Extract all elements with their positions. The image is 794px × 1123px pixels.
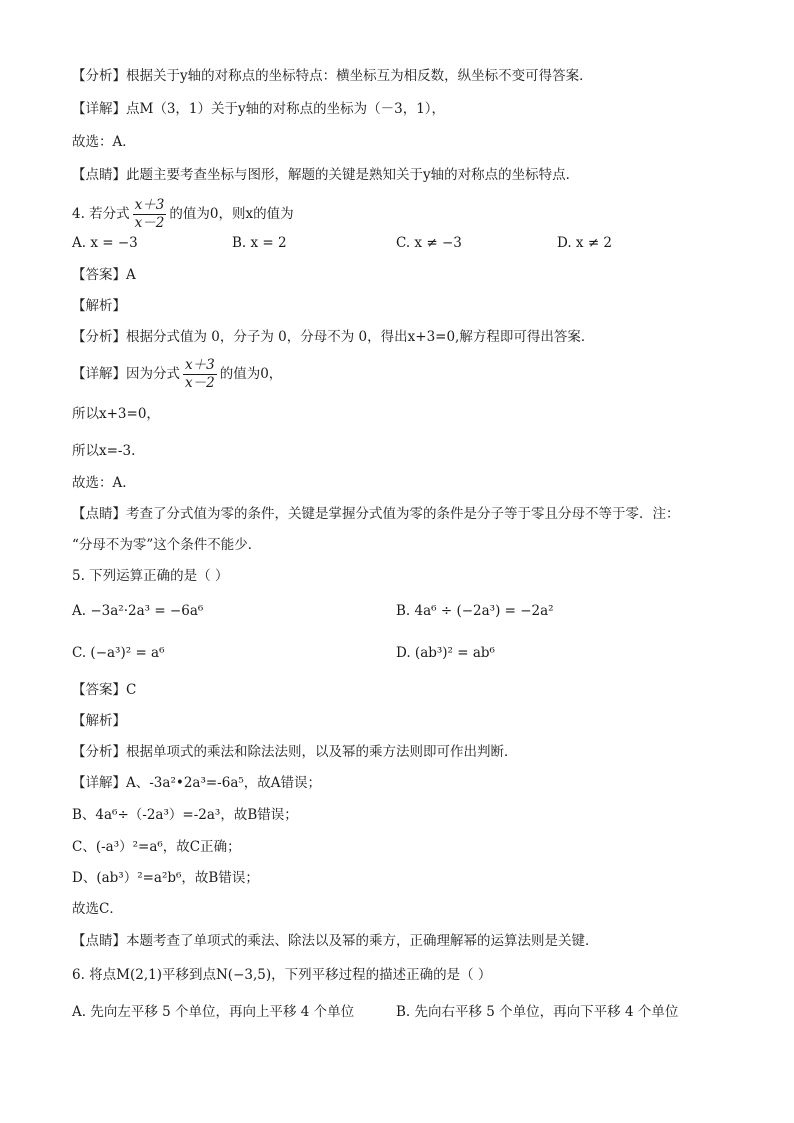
detail-text: 点M（3，1）关于y轴的对称点的坐标为（－3，1）， — [126, 101, 446, 117]
q5-detail-b: B、4a⁶÷（-2a³）=-2a³，故B错误； — [72, 807, 298, 823]
q4-option-b: B. x = 2 — [232, 235, 287, 251]
fraction-denominator: x－2 — [134, 215, 165, 231]
comment-tag: 【点睛】 — [72, 506, 126, 522]
comment-text: 此题主要考查坐标与图形，解题的关键是熟知关于y轴的对称点的坐标特点． — [126, 167, 580, 183]
q5-detail-c: C、(-a³）²=a⁶，故C正确； — [72, 839, 241, 855]
q4-analysis — [72, 327, 734, 347]
q4-step2: 所以x=-3. — [72, 443, 136, 459]
detail-tag: 【详解】 — [72, 101, 126, 117]
q5-detail-d: D、(ab³）²=a²b⁶，故B错误； — [72, 870, 259, 886]
fraction-numerator: x＋3 — [185, 357, 215, 373]
q4-comment-cont: “分母不为零”这个条件不能少． — [72, 537, 262, 553]
detail-prefix: 因为分式 — [126, 366, 180, 382]
q6-option-b: B. 先向右平移 5 个单位，再向下平移 4 个单位 — [396, 1004, 679, 1020]
q5-comment — [72, 931, 734, 951]
detail-tag: 【详解】 — [72, 366, 126, 382]
q5-answer: 【答案】C — [72, 682, 137, 698]
fraction-numerator: x＋3 — [134, 197, 165, 213]
q5-jiexi: 【解析】 — [72, 713, 126, 729]
analysis-tag: 【分析】 — [72, 329, 126, 345]
comment-tag: 【点睛】 — [72, 933, 126, 949]
q5-option-c: C. (−a³)² = a⁶ — [72, 645, 165, 661]
q4-detail — [72, 356, 734, 392]
q4-detail-fraction — [183, 357, 217, 392]
q4-jiexi: 【解析】 — [72, 298, 126, 314]
analysis-text: 根据关于y轴的对称点的坐标特点：横坐标互为相反数，纵坐标不变可得答案． — [126, 68, 593, 84]
q4-fraction — [133, 197, 167, 232]
analysis-text: 根据单项式的乘法和除法法则，以及幂的乘方法则即可作出判断． — [126, 744, 518, 760]
q5-option-a: A. −3a²·2a³ = −6a⁶ — [72, 603, 204, 619]
analysis-text: 根据分式值为 0，分子为 0，分母不为 0，得出x+3=0,解方程即可得出答案． — [126, 329, 595, 345]
q5-detail — [72, 773, 734, 793]
q4-step1: 所以x+3=0， — [72, 406, 160, 422]
analysis-tag: 【分析】 — [72, 744, 126, 760]
q5-option-d: D. (ab³)² = ab⁶ — [396, 645, 495, 661]
q4-choose: 故选：A. — [72, 475, 127, 491]
comment-tag: 【点睛】 — [72, 167, 126, 183]
q3-choose: 故选：A． — [72, 134, 136, 150]
detail-tag: 【详解】 — [72, 775, 126, 791]
q3-detail — [72, 99, 734, 119]
q3-comment — [72, 165, 734, 185]
q5-stem: 5. 下列运算正确的是（ ） — [72, 568, 229, 584]
q5-analysis — [72, 742, 734, 762]
comment-text: 本题考查了单项式的乘法、除法以及幂的乘方，正确理解幂的运算法则是关键． — [126, 933, 599, 949]
q4-option-c: C. x ≠ −3 — [396, 235, 462, 251]
fraction-denominator: x－2 — [185, 375, 215, 391]
comment-text: 考查了分式值为零的条件，关键是掌握分式值为零的条件是分子等于零且分母不等于零．注： — [126, 506, 680, 522]
q6-stem: 6. 将点M(2,1)平移到点N(−3,5)，下列平移过程的描述正确的是（ ） — [72, 967, 492, 983]
q4-stem-suffix: 的值为0，则x的值为 — [169, 206, 294, 222]
analysis-tag: 【分析】 — [72, 68, 126, 84]
detail-suffix: 的值为0， — [219, 366, 283, 382]
q4-stem — [72, 196, 734, 232]
q3-analysis — [72, 66, 734, 86]
q5-option-b: B. 4a⁶ ÷ (−2a³) = −2a² — [396, 603, 554, 619]
q4-stem-prefix: 4. 若分式 — [72, 206, 130, 222]
q4-answer: 【答案】A — [72, 267, 136, 283]
detail-a: A、-3a²•2a³=-6a⁵，故A错误； — [126, 775, 322, 791]
q4-option-d: D. x ≠ 2 — [557, 235, 613, 251]
q5-choose: 故选C． — [72, 901, 123, 917]
q4-comment — [72, 504, 734, 524]
q4-option-a: A. x = −3 — [72, 235, 138, 251]
q6-option-a: A. 先向左平移 5 个单位，再向上平移 4 个单位 — [72, 1004, 355, 1020]
